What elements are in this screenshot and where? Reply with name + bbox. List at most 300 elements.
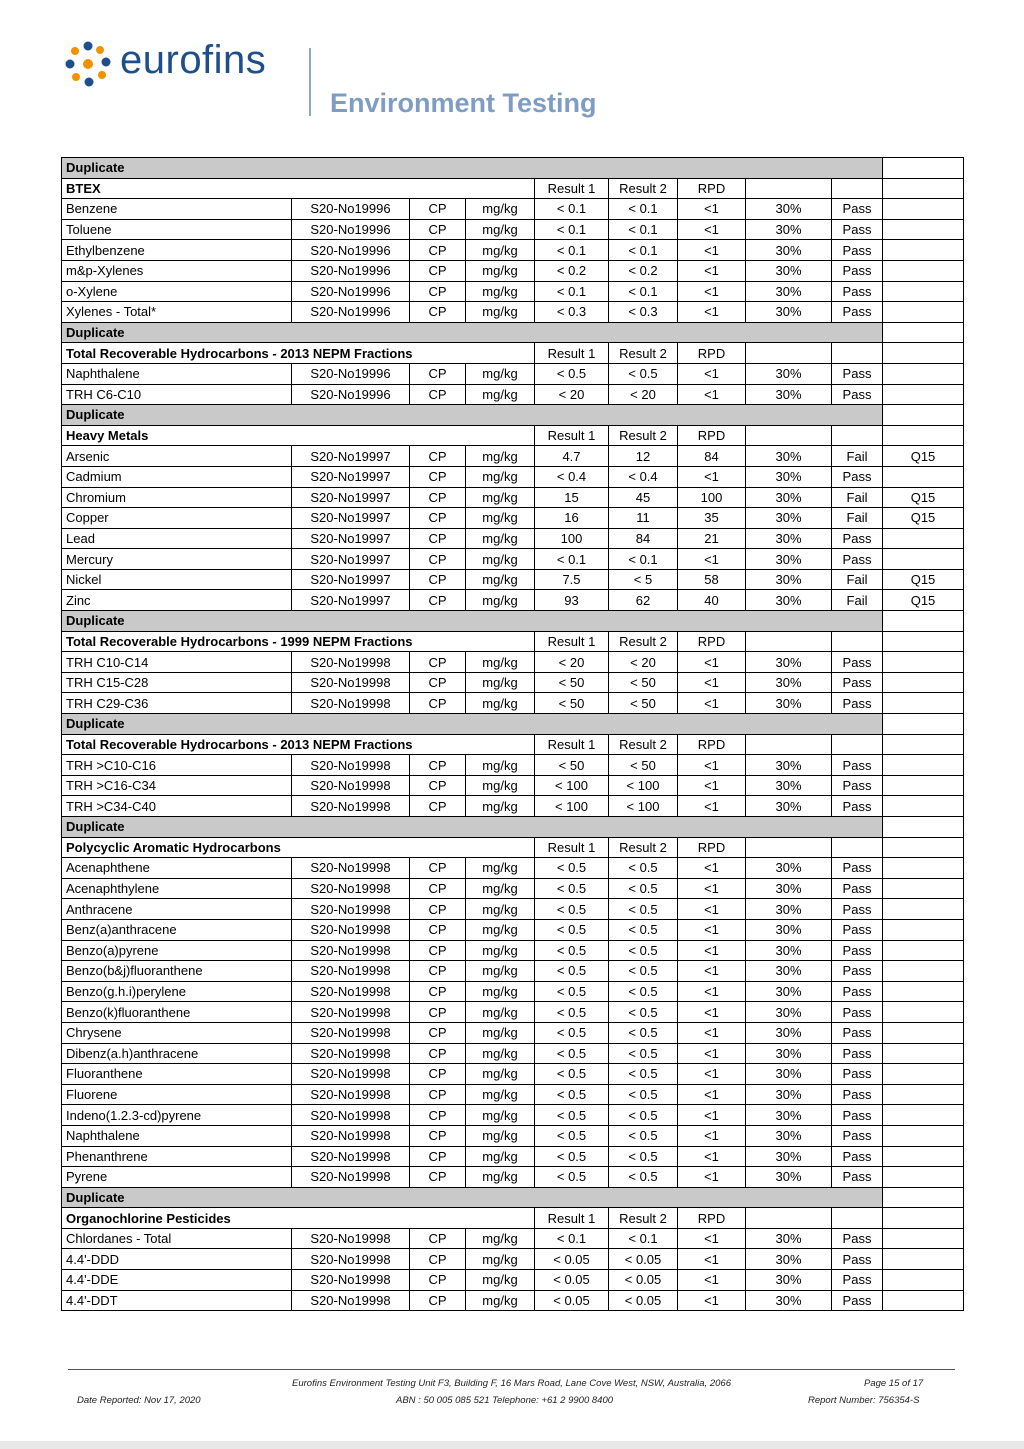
- pass-fail-cell: Pass: [832, 384, 883, 405]
- source-cell: CP: [410, 919, 466, 940]
- empty-cell: [883, 322, 964, 343]
- acceptance-limit-cell: 30%: [746, 1270, 832, 1291]
- result2-header: Result 2: [609, 734, 678, 755]
- acceptance-limit-cell: 30%: [746, 940, 832, 961]
- result2-cell: < 0.3: [609, 302, 678, 323]
- footer-abn: ABN : 50 005 085 521 Telephone: +61 2 9900 8400: [396, 1395, 614, 1406]
- units-cell: mg/kg: [466, 1064, 535, 1085]
- source-cell: CP: [410, 1146, 466, 1167]
- units-cell: mg/kg: [466, 940, 535, 961]
- section-title: Organochlorine Pesticides: [62, 1208, 535, 1229]
- pass-fail-cell: Pass: [832, 1084, 883, 1105]
- rpd-cell: <1: [678, 219, 746, 240]
- section-title: Heavy Metals: [62, 425, 535, 446]
- table-row: [62, 1064, 964, 1085]
- acceptance-limit-cell: 30%: [746, 363, 832, 384]
- acceptance-limit-cell: 30%: [746, 1146, 832, 1167]
- result1-cell: < 0.5: [535, 1146, 609, 1167]
- result1-cell: < 0.5: [535, 1084, 609, 1105]
- duplicate-band: [62, 611, 964, 632]
- sample-id-cell: S20-No19998: [292, 652, 410, 673]
- result2-header: Result 2: [609, 1208, 678, 1229]
- result2-cell: < 0.5: [609, 363, 678, 384]
- rpd-cell: <1: [678, 1043, 746, 1064]
- result1-header: Result 1: [535, 631, 609, 652]
- pass-fail-cell: Fail: [832, 569, 883, 590]
- source-cell: CP: [410, 1002, 466, 1023]
- analyte-cell: Chrysene: [62, 1022, 292, 1043]
- pass-fail-cell: Fail: [832, 446, 883, 467]
- acceptance-limit-cell: 30%: [746, 693, 832, 714]
- result2-cell: < 0.05: [609, 1290, 678, 1311]
- rpd-cell: <1: [678, 240, 746, 261]
- empty-cell: [746, 631, 832, 652]
- units-cell: mg/kg: [466, 1043, 535, 1064]
- source-cell: CP: [410, 1125, 466, 1146]
- result2-cell: < 0.5: [609, 961, 678, 982]
- duplicate-band: [62, 322, 964, 343]
- source-cell: CP: [410, 1167, 466, 1188]
- acceptance-limit-cell: 30%: [746, 1167, 832, 1188]
- table-row: [62, 549, 964, 570]
- qualifier-code-cell: [883, 919, 964, 940]
- footer-report-number: Report Number: 756354-S: [808, 1395, 920, 1406]
- rpd-cell: <1: [678, 466, 746, 487]
- sample-id-cell: S20-No19998: [292, 1064, 410, 1085]
- qualifier-code-cell: [883, 528, 964, 549]
- qualifier-code-cell: [883, 281, 964, 302]
- result1-cell: < 0.1: [535, 199, 609, 220]
- empty-cell: [832, 734, 883, 755]
- table-row: [62, 693, 964, 714]
- result1-cell: < 100: [535, 796, 609, 817]
- units-cell: mg/kg: [466, 446, 535, 467]
- source-cell: CP: [410, 487, 466, 508]
- source-cell: CP: [410, 508, 466, 529]
- pass-fail-cell: Pass: [832, 1146, 883, 1167]
- result1-cell: < 0.05: [535, 1249, 609, 1270]
- acceptance-limit-cell: 30%: [746, 446, 832, 467]
- qualifier-code-cell: [883, 1228, 964, 1249]
- sample-id-cell: S20-No19996: [292, 240, 410, 261]
- result1-cell: < 0.05: [535, 1270, 609, 1291]
- pass-fail-cell: Pass: [832, 981, 883, 1002]
- result2-cell: < 20: [609, 652, 678, 673]
- units-cell: mg/kg: [466, 899, 535, 920]
- qualifier-code-cell: [883, 1290, 964, 1311]
- analyte-cell: Benzo(k)fluoranthene: [62, 1002, 292, 1023]
- rpd-cell: <1: [678, 1002, 746, 1023]
- result2-cell: < 50: [609, 693, 678, 714]
- section-header-row: [62, 343, 964, 364]
- acceptance-limit-cell: 30%: [746, 487, 832, 508]
- section-header-row: [62, 837, 964, 858]
- source-cell: CP: [410, 260, 466, 281]
- pass-fail-cell: Pass: [832, 240, 883, 261]
- result1-cell: < 0.5: [535, 1022, 609, 1043]
- rpd-cell: <1: [678, 281, 746, 302]
- result1-cell: 100: [535, 528, 609, 549]
- source-cell: CP: [410, 466, 466, 487]
- result1-cell: < 0.5: [535, 1002, 609, 1023]
- table-row: [62, 466, 964, 487]
- analyte-cell: m&p-Xylenes: [62, 260, 292, 281]
- units-cell: mg/kg: [466, 1270, 535, 1291]
- pass-fail-cell: Pass: [832, 219, 883, 240]
- acceptance-limit-cell: 30%: [746, 260, 832, 281]
- result2-cell: < 0.5: [609, 1105, 678, 1126]
- result2-cell: < 0.5: [609, 1064, 678, 1085]
- pass-fail-cell: Pass: [832, 260, 883, 281]
- pass-fail-cell: Fail: [832, 508, 883, 529]
- result1-header: Result 1: [535, 178, 609, 199]
- pass-fail-cell: Pass: [832, 878, 883, 899]
- analyte-cell: Copper: [62, 508, 292, 529]
- acceptance-limit-cell: 30%: [746, 796, 832, 817]
- result2-cell: < 100: [609, 775, 678, 796]
- acceptance-limit-cell: 30%: [746, 755, 832, 776]
- table-row: [62, 1125, 964, 1146]
- result1-cell: 15: [535, 487, 609, 508]
- result2-cell: < 0.05: [609, 1270, 678, 1291]
- result2-cell: < 0.05: [609, 1249, 678, 1270]
- table-row: [62, 590, 964, 611]
- units-cell: mg/kg: [466, 1228, 535, 1249]
- empty-cell: [883, 405, 964, 426]
- sample-id-cell: S20-No19998: [292, 961, 410, 982]
- result2-header: Result 2: [609, 425, 678, 446]
- table-row: [62, 260, 964, 281]
- sample-id-cell: S20-No19998: [292, 796, 410, 817]
- result1-header: Result 1: [535, 425, 609, 446]
- sample-id-cell: S20-No19997: [292, 549, 410, 570]
- units-cell: mg/kg: [466, 281, 535, 302]
- acceptance-limit-cell: 30%: [746, 1043, 832, 1064]
- units-cell: mg/kg: [466, 1105, 535, 1126]
- brand-subtitle: Environment Testing: [330, 88, 597, 118]
- table-row: [62, 219, 964, 240]
- result1-cell: < 0.5: [535, 919, 609, 940]
- sample-id-cell: S20-No19998: [292, 878, 410, 899]
- qualifier-code-cell: [883, 1002, 964, 1023]
- qualifier-code-cell: [883, 775, 964, 796]
- pass-fail-cell: Pass: [832, 1290, 883, 1311]
- result2-cell: < 0.1: [609, 240, 678, 261]
- qualifier-code-cell: [883, 1022, 964, 1043]
- units-cell: mg/kg: [466, 1125, 535, 1146]
- pass-fail-cell: Pass: [832, 199, 883, 220]
- rpd-cell: <1: [678, 775, 746, 796]
- result2-cell: < 0.5: [609, 1167, 678, 1188]
- rpd-cell: <1: [678, 961, 746, 982]
- table-row: [62, 281, 964, 302]
- qualifier-code-cell: [883, 693, 964, 714]
- units-cell: mg/kg: [466, 1249, 535, 1270]
- analyte-cell: TRH >C34-C40: [62, 796, 292, 817]
- qc-duplicate-table: [61, 157, 964, 1311]
- pass-fail-cell: Pass: [832, 919, 883, 940]
- units-cell: mg/kg: [466, 1146, 535, 1167]
- source-cell: CP: [410, 672, 466, 693]
- result2-cell: < 0.1: [609, 549, 678, 570]
- units-cell: mg/kg: [466, 693, 535, 714]
- table-row: [62, 858, 964, 879]
- source-cell: CP: [410, 590, 466, 611]
- source-cell: CP: [410, 1043, 466, 1064]
- sample-id-cell: S20-No19998: [292, 1146, 410, 1167]
- analyte-cell: TRH C29-C36: [62, 693, 292, 714]
- table-row: [62, 919, 964, 940]
- acceptance-limit-cell: 30%: [746, 1002, 832, 1023]
- table-row: [62, 1043, 964, 1064]
- acceptance-limit-cell: 30%: [746, 281, 832, 302]
- rpd-header: RPD: [678, 837, 746, 858]
- source-cell: CP: [410, 528, 466, 549]
- pass-fail-cell: Pass: [832, 940, 883, 961]
- analyte-cell: TRH C6-C10: [62, 384, 292, 405]
- source-cell: CP: [410, 961, 466, 982]
- result1-cell: 93: [535, 590, 609, 611]
- result1-cell: < 0.5: [535, 961, 609, 982]
- result2-header: Result 2: [609, 631, 678, 652]
- duplicate-label: Duplicate: [62, 1187, 883, 1208]
- rpd-cell: <1: [678, 693, 746, 714]
- sample-id-cell: S20-No19996: [292, 219, 410, 240]
- units-cell: mg/kg: [466, 487, 535, 508]
- analyte-cell: TRH C15-C28: [62, 672, 292, 693]
- source-cell: CP: [410, 1105, 466, 1126]
- units-cell: mg/kg: [466, 363, 535, 384]
- sample-id-cell: S20-No19998: [292, 940, 410, 961]
- units-cell: mg/kg: [466, 569, 535, 590]
- acceptance-limit-cell: 30%: [746, 1290, 832, 1311]
- acceptance-limit-cell: 30%: [746, 858, 832, 879]
- duplicate-band: [62, 158, 964, 179]
- rpd-cell: <1: [678, 878, 746, 899]
- sample-id-cell: S20-No19998: [292, 1228, 410, 1249]
- qualifier-code-cell: [883, 796, 964, 817]
- qualifier-code-cell: Q15: [883, 569, 964, 590]
- source-cell: CP: [410, 446, 466, 467]
- rpd-cell: <1: [678, 981, 746, 1002]
- empty-cell: [746, 343, 832, 364]
- qualifier-code-cell: [883, 940, 964, 961]
- result2-cell: < 0.1: [609, 199, 678, 220]
- source-cell: CP: [410, 549, 466, 570]
- result2-cell: < 20: [609, 384, 678, 405]
- result2-cell: 62: [609, 590, 678, 611]
- sample-id-cell: S20-No19998: [292, 858, 410, 879]
- units-cell: mg/kg: [466, 260, 535, 281]
- analyte-cell: Toluene: [62, 219, 292, 240]
- acceptance-limit-cell: 30%: [746, 775, 832, 796]
- result1-cell: < 50: [535, 693, 609, 714]
- analyte-cell: Benzene: [62, 199, 292, 220]
- table-row: [62, 302, 964, 323]
- qualifier-code-cell: [883, 466, 964, 487]
- section-title: BTEX: [62, 178, 535, 199]
- rpd-cell: <1: [678, 1105, 746, 1126]
- rpd-cell: <1: [678, 858, 746, 879]
- units-cell: mg/kg: [466, 672, 535, 693]
- acceptance-limit-cell: 30%: [746, 672, 832, 693]
- result2-cell: < 0.1: [609, 1228, 678, 1249]
- table-row: [62, 1270, 964, 1291]
- rpd-cell: <1: [678, 1022, 746, 1043]
- table-row: [62, 240, 964, 261]
- units-cell: mg/kg: [466, 302, 535, 323]
- rpd-cell: <1: [678, 1249, 746, 1270]
- pass-fail-cell: Pass: [832, 858, 883, 879]
- empty-cell: [832, 1208, 883, 1229]
- rpd-header: RPD: [678, 1208, 746, 1229]
- rpd-cell: <1: [678, 1125, 746, 1146]
- table-row: [62, 363, 964, 384]
- table-row: [62, 1002, 964, 1023]
- source-cell: CP: [410, 1249, 466, 1270]
- qualifier-code-cell: [883, 1270, 964, 1291]
- table-row: [62, 1167, 964, 1188]
- duplicate-label: Duplicate: [62, 611, 883, 632]
- rpd-cell: 40: [678, 590, 746, 611]
- empty-cell: [883, 178, 964, 199]
- qualifier-code-cell: [883, 878, 964, 899]
- analyte-cell: Chromium: [62, 487, 292, 508]
- pass-fail-cell: Pass: [832, 549, 883, 570]
- sample-id-cell: S20-No19998: [292, 1084, 410, 1105]
- sample-id-cell: S20-No19997: [292, 528, 410, 549]
- result1-cell: 7.5: [535, 569, 609, 590]
- units-cell: mg/kg: [466, 590, 535, 611]
- result1-header: Result 1: [535, 734, 609, 755]
- pass-fail-cell: Pass: [832, 693, 883, 714]
- result1-cell: < 0.5: [535, 1064, 609, 1085]
- result2-cell: < 100: [609, 796, 678, 817]
- units-cell: mg/kg: [466, 1167, 535, 1188]
- analyte-cell: Naphthalene: [62, 363, 292, 384]
- qualifier-code-cell: [883, 549, 964, 570]
- section-title: Total Recoverable Hydrocarbons - 2013 NEPM Fractions: [62, 734, 535, 755]
- acceptance-limit-cell: 30%: [746, 652, 832, 673]
- rpd-cell: <1: [678, 899, 746, 920]
- result1-cell: < 0.1: [535, 549, 609, 570]
- qualifier-code-cell: [883, 858, 964, 879]
- analyte-cell: Ethylbenzene: [62, 240, 292, 261]
- analyte-cell: Benzo(a)pyrene: [62, 940, 292, 961]
- source-cell: CP: [410, 981, 466, 1002]
- sample-id-cell: S20-No19996: [292, 260, 410, 281]
- source-cell: CP: [410, 940, 466, 961]
- source-cell: CP: [410, 878, 466, 899]
- source-cell: CP: [410, 1064, 466, 1085]
- source-cell: CP: [410, 652, 466, 673]
- result2-cell: < 0.5: [609, 1022, 678, 1043]
- table-row: [62, 508, 964, 529]
- result2-cell: < 0.5: [609, 919, 678, 940]
- section-header-row: [62, 734, 964, 755]
- analyte-cell: Mercury: [62, 549, 292, 570]
- result1-cell: < 0.1: [535, 240, 609, 261]
- empty-cell: [832, 425, 883, 446]
- result1-cell: < 0.5: [535, 1043, 609, 1064]
- pass-fail-cell: Fail: [832, 590, 883, 611]
- result2-cell: 12: [609, 446, 678, 467]
- result1-cell: 16: [535, 508, 609, 529]
- rpd-cell: <1: [678, 1228, 746, 1249]
- source-cell: CP: [410, 693, 466, 714]
- sample-id-cell: S20-No19998: [292, 755, 410, 776]
- sample-id-cell: S20-No19998: [292, 672, 410, 693]
- result1-cell: < 0.5: [535, 981, 609, 1002]
- result2-cell: < 0.2: [609, 260, 678, 281]
- empty-cell: [746, 1208, 832, 1229]
- empty-cell: [883, 1208, 964, 1229]
- empty-cell: [883, 734, 964, 755]
- qualifier-code-cell: [883, 672, 964, 693]
- result2-cell: < 0.5: [609, 1146, 678, 1167]
- rpd-cell: <1: [678, 672, 746, 693]
- acceptance-limit-cell: 30%: [746, 1084, 832, 1105]
- pass-fail-cell: Pass: [832, 1249, 883, 1270]
- sample-id-cell: S20-No19996: [292, 363, 410, 384]
- analyte-cell: Benzo(g.h.i)perylene: [62, 981, 292, 1002]
- pass-fail-cell: Pass: [832, 961, 883, 982]
- rpd-cell: 21: [678, 528, 746, 549]
- acceptance-limit-cell: 30%: [746, 1105, 832, 1126]
- section-header-row: [62, 1208, 964, 1229]
- sample-id-cell: S20-No19996: [292, 302, 410, 323]
- empty-cell: [883, 714, 964, 735]
- qualifier-code-cell: [883, 1043, 964, 1064]
- table-row: [62, 899, 964, 920]
- analyte-cell: Fluorene: [62, 1084, 292, 1105]
- acceptance-limit-cell: 30%: [746, 466, 832, 487]
- sample-id-cell: S20-No19998: [292, 1105, 410, 1126]
- table-row: [62, 775, 964, 796]
- analyte-cell: Nickel: [62, 569, 292, 590]
- duplicate-label: Duplicate: [62, 817, 883, 838]
- source-cell: CP: [410, 199, 466, 220]
- pass-fail-cell: Pass: [832, 672, 883, 693]
- table-row: [62, 528, 964, 549]
- empty-cell: [832, 343, 883, 364]
- rpd-cell: 35: [678, 508, 746, 529]
- units-cell: mg/kg: [466, 549, 535, 570]
- sample-id-cell: S20-No19998: [292, 1270, 410, 1291]
- pass-fail-cell: Pass: [832, 775, 883, 796]
- rpd-cell: <1: [678, 652, 746, 673]
- acceptance-limit-cell: 30%: [746, 528, 832, 549]
- table-row: [62, 796, 964, 817]
- acceptance-limit-cell: 30%: [746, 384, 832, 405]
- qualifier-code-cell: Q15: [883, 446, 964, 467]
- analyte-cell: 4.4'-DDE: [62, 1270, 292, 1291]
- source-cell: CP: [410, 1228, 466, 1249]
- empty-cell: [883, 158, 964, 179]
- brand-name: eurofins: [120, 38, 267, 82]
- units-cell: mg/kg: [466, 1290, 535, 1311]
- units-cell: mg/kg: [466, 1084, 535, 1105]
- units-cell: mg/kg: [466, 384, 535, 405]
- sample-id-cell: S20-No19998: [292, 919, 410, 940]
- result1-cell: < 0.5: [535, 1105, 609, 1126]
- duplicate-label: Duplicate: [62, 405, 883, 426]
- source-cell: CP: [410, 1084, 466, 1105]
- duplicate-label: Duplicate: [62, 322, 883, 343]
- analyte-cell: Benz(a)anthracene: [62, 919, 292, 940]
- analyte-cell: Acenaphthylene: [62, 878, 292, 899]
- sample-id-cell: S20-No19997: [292, 590, 410, 611]
